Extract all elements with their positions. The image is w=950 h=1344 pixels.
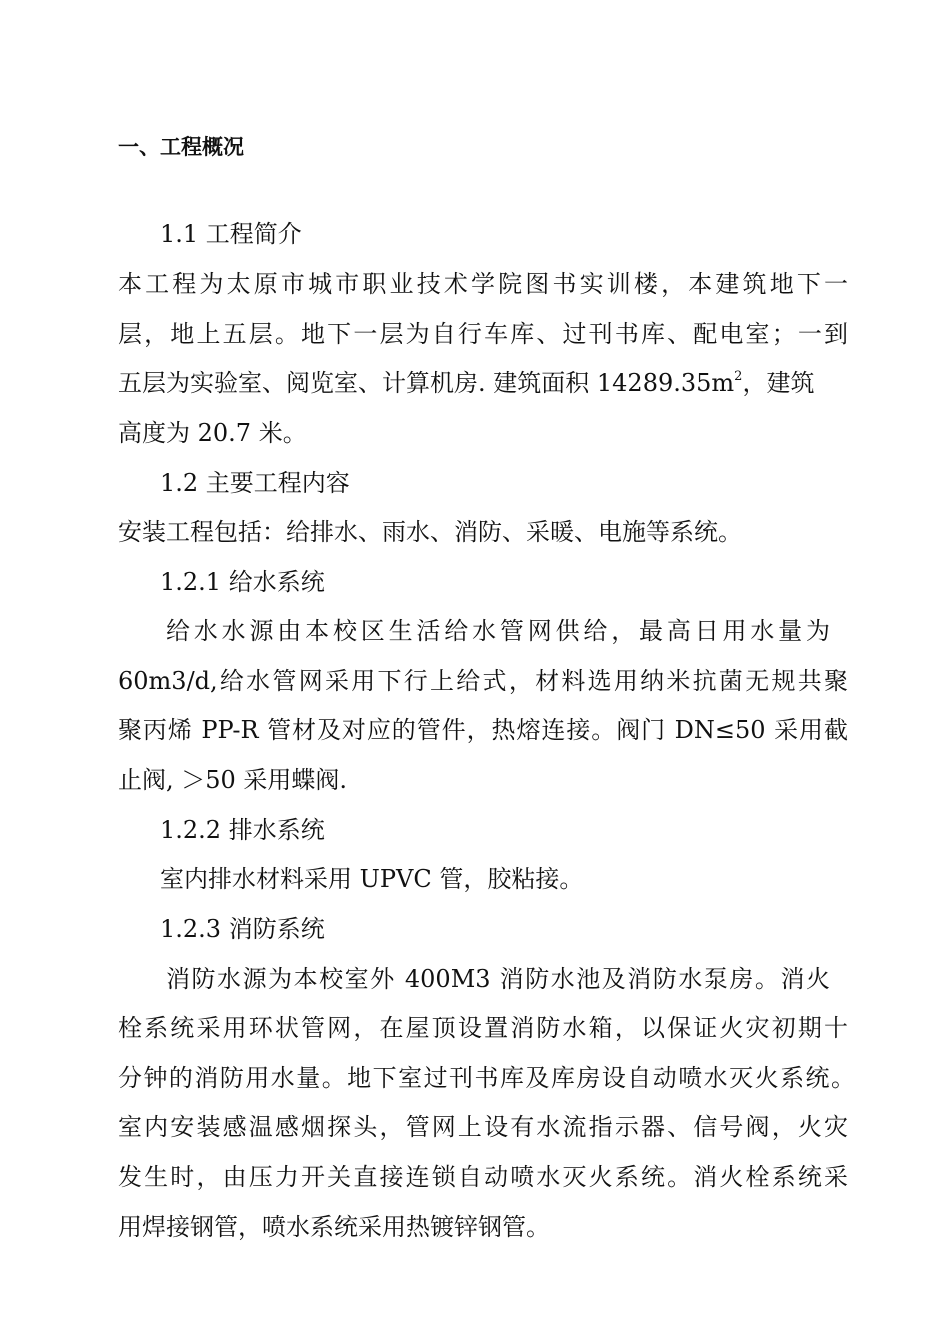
paragraph-line: 消防水源为本校室外 400M3 消防水池及消防水泵房。消火 [166, 965, 830, 993]
paragraph-line: 给水水源由本校区生活给水管网供给，最高日用水量为 [166, 617, 830, 645]
paragraph-line: 止阀, ＞50 采用蝶阀. [118, 766, 348, 794]
subsection-title-1-2-2: 1.2.2 排水系统 [160, 816, 325, 844]
paragraph-line: 室内安装感温感烟探头，管网上设有水流指示器、信号阀，火灾 [118, 1113, 848, 1141]
paragraph-line: 层，地上五层。地下一层为自行车库、过刊书库、配电室；一到 [118, 320, 848, 348]
paragraph-line: 发生时，由压力开关直接连锁自动喷水灭火系统。消火栓系统采 [118, 1163, 848, 1191]
subsection-title-1-2-1: 1.2.1 给水系统 [160, 568, 325, 596]
paragraph-line: 60m3/d,给水管网采用下行上给式，材料选用纳米抗菌无规共聚 [118, 667, 848, 695]
paragraph-line: 本工程为太原市城市职业技术学院图书实训楼，本建筑地下一 [118, 270, 848, 298]
paragraph-line: 栓系统采用环状管网，在屋顶设置消防水箱，以保证火灾初期十 [118, 1014, 848, 1042]
area-text: 五层为实验室、阅览室、计算机房. 建筑面积 14289.35m [118, 369, 735, 397]
paragraph-line-area [118, 359, 814, 409]
section-heading: 一、工程概况 [118, 135, 244, 159]
paragraph-line: 安装工程包括：给排水、雨水、消防、采暖、电施等系统。 [118, 518, 742, 546]
subsection-title-1-1: 1.1 工程简介 [160, 220, 302, 248]
paragraph-line: 分钟的消防用水量。地下室过刊书库及库房设自动喷水灭火系统。 [118, 1064, 855, 1092]
paragraph-line: 聚丙烯 PP-R 管材及对应的管件，热熔连接。阀门 DN≤50 采用截 [118, 716, 848, 744]
superscript: 2 [734, 369, 743, 384]
paragraph-line: 高度为 20.7 米。 [118, 419, 307, 447]
area-text-tail: ，建筑 [742, 369, 815, 397]
subsection-title-1-2-3: 1.2.3 消防系统 [160, 915, 325, 943]
subsection-title-1-2: 1.2 主要工程内容 [160, 469, 350, 497]
paragraph-line: 室内排水材料采用 UPVC 管，胶粘接。 [160, 865, 584, 893]
paragraph-line: 用焊接钢管，喷水系统采用热镀锌钢管。 [118, 1213, 550, 1241]
